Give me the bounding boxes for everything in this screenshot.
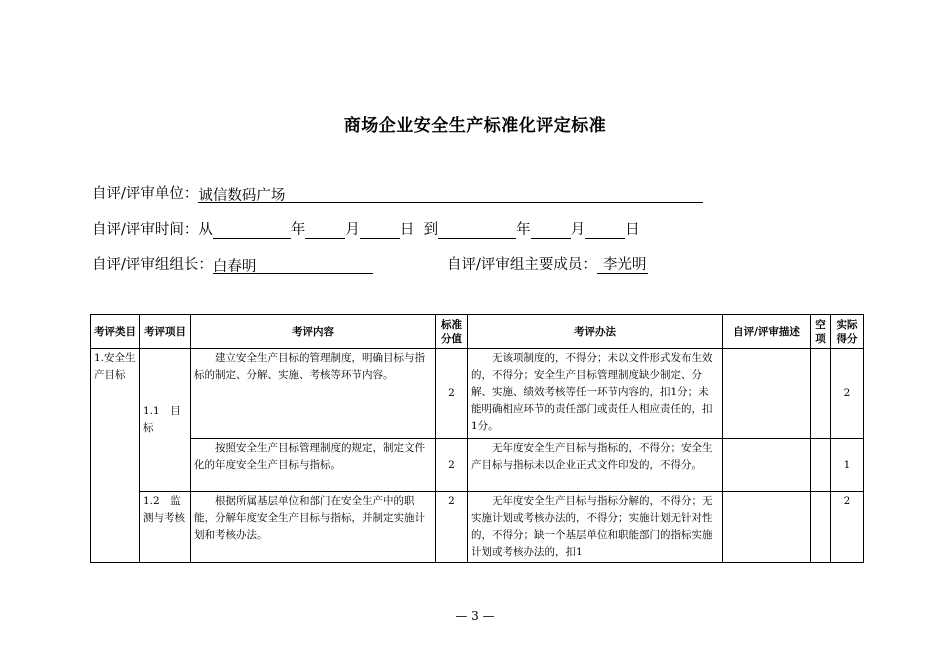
content-cell: 按照安全生产目标管理制度的规定，制定文件化的年度安全生产目标与指标。 [191,439,436,492]
start-day-label: 日 [399,222,415,238]
leader-value: 白春明 [212,259,257,275]
header-empty: 空项 [811,315,831,349]
unit-label: 自评/评审单位： [92,186,199,202]
actual-score-cell: 2 [831,492,864,563]
start-year-blank [213,220,291,239]
page-number: — 3 — [455,609,495,623]
start-year-label: 年 [290,222,306,238]
end-day-blank [585,220,625,239]
empty-cell [811,349,831,439]
end-month-blank [531,220,571,239]
start-day-blank [360,220,400,239]
start-month-label: 月 [345,222,360,238]
members-line [447,253,648,274]
end-year-blank [438,220,516,239]
page-title: 商场企业安全生产标准化评定标准 [343,116,607,136]
end-year-label: 年 [516,222,531,238]
method-cell: 无该项制度的，不得分；未以文件形式发布生效的，不得分；安全生产目标管理制度缺少制定、分解、实施、绩效考核等任一环节内容的，扣1分；未能明确相应环节的责任部门或责任人相应责任的，扣1分。 [468,349,723,439]
score-cell: 2 [436,349,468,439]
category-cell: 1.安全生产目标 [91,349,140,563]
method-text: 无年度安全生产目标与指标分解的，不得分；无实施计划或考核办法的，不得分；实施计划无针对性的，不得分；缺一个基层单位和职能部门的指标实施计划或考核办法的，扣1 [471,495,713,558]
score-cell: 2 [436,439,468,492]
end-month-label: 月 [570,222,586,238]
header-method: 考评办法 [468,315,723,349]
header-actual-score: 实际得分 [831,315,864,349]
description-cell [723,349,811,439]
description-cell [723,439,811,492]
unit-value: 诚信数码广场 [198,188,286,204]
time-line [92,218,640,239]
item-cell: 1.1 目标 [140,349,191,492]
header-category: 考评类目 [91,315,140,349]
leader-label: 自评/评审组组长： [92,257,213,273]
to-label: 到 [423,222,439,238]
method-cell: 无年度安全生产目标与指标的，不得分；安全生产目标与指标未以企业正式文件印发的，不得分。 [468,439,723,492]
header-item: 考评项目 [140,315,191,349]
table-row [91,439,864,492]
table-header-row [91,315,864,349]
table-row [91,492,864,563]
members-label: 自评/评审组主要成员： [447,257,597,273]
empty-cell [811,439,831,492]
header-score: 标准分值 [436,315,468,349]
content-cell: 建立安全生产目标的管理制度，明确目标与指标的制定、分解、实施、考核等环节内容。 [191,349,436,439]
empty-cell [811,492,831,563]
start-month-blank [305,220,345,239]
table-row [91,349,864,439]
leader-line [92,253,373,274]
standard-table [90,314,864,563]
item-cell: 1.2 监测与考核 [140,492,191,563]
actual-score-cell: 1 [831,439,864,492]
header-content: 考评内容 [191,315,436,349]
content-cell: 根据所属基层单位和部门在安全生产中的职能，分解年度安全生产目标与指标，并制定实施计划和考核办法。 [191,492,436,563]
time-label: 自评/评审时间：从 [92,222,213,238]
members-value: 李光明 [597,257,649,274]
description-cell [723,492,811,563]
header-description: 自评/评审描述 [723,315,811,349]
unit-line [92,182,703,203]
end-day-label: 日 [625,222,640,238]
method-cell [468,492,723,563]
score-cell: 2 [436,492,468,563]
actual-score-cell: 2 [831,349,864,439]
